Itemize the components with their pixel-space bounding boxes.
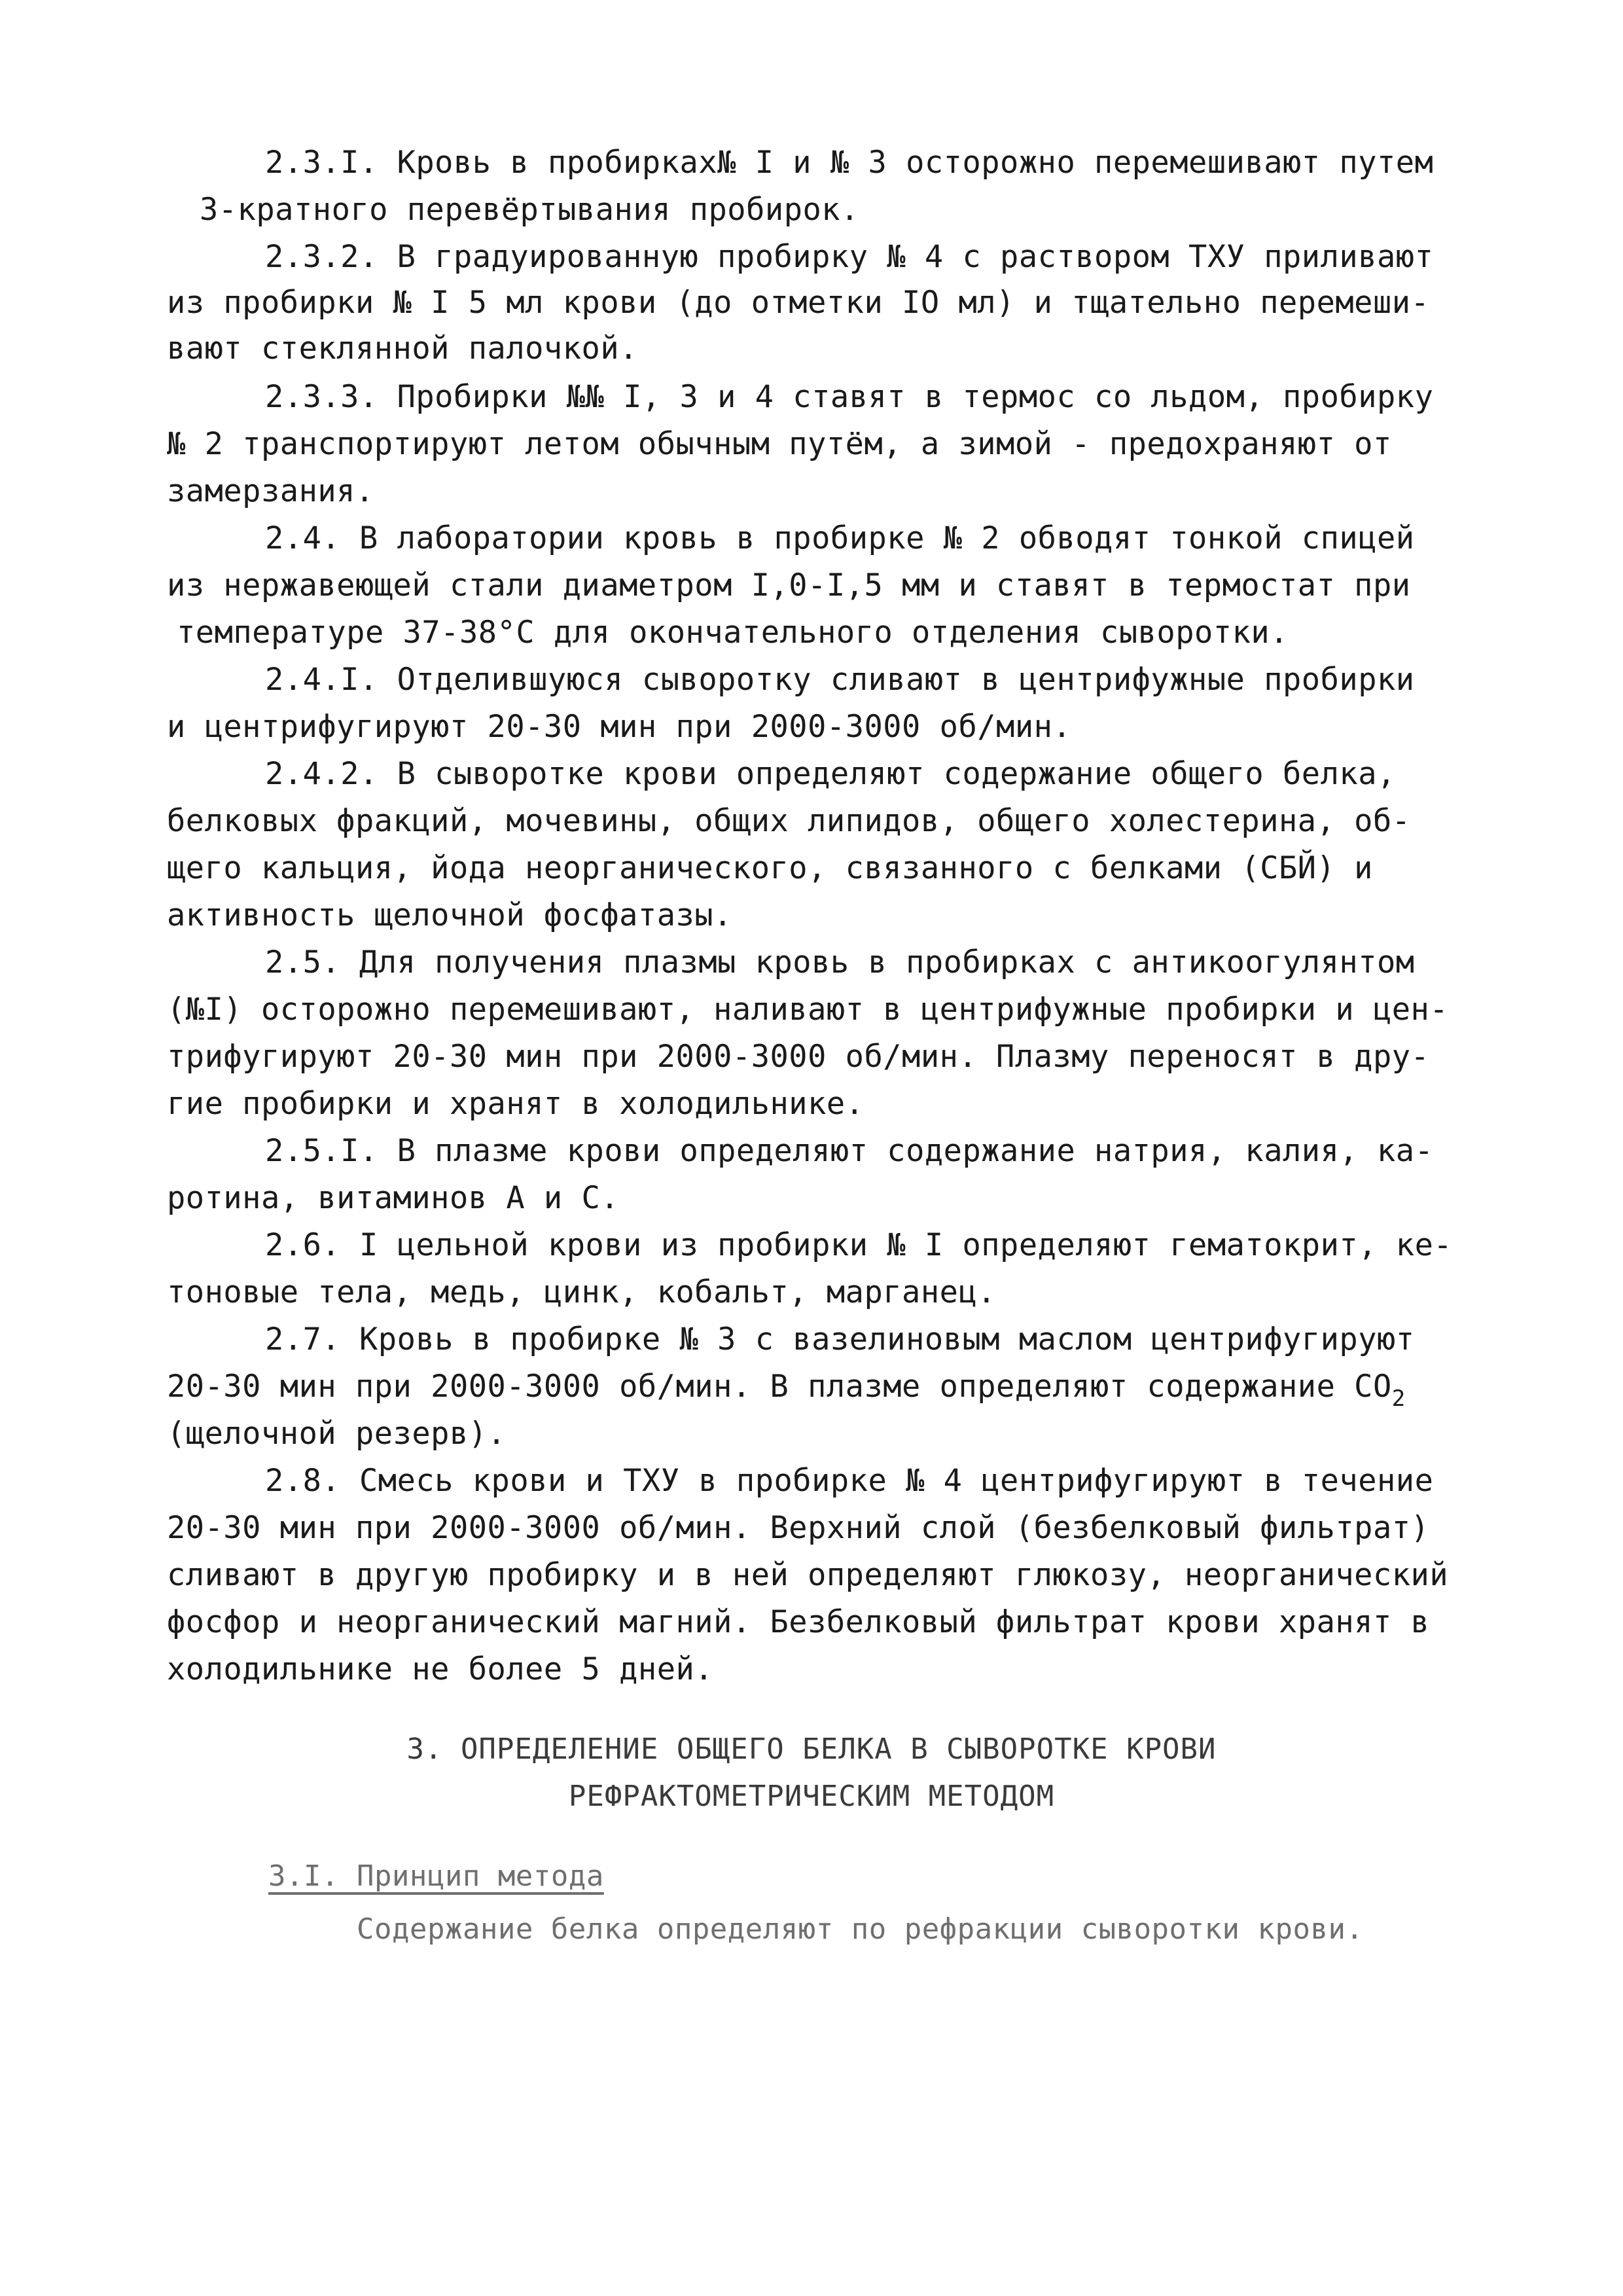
text-line-20: трифугируют 20-30 мин при 2000-3000 об/мин. Плазму переносят в дру-: [167, 1039, 1430, 1075]
text-line-17: активность щелочной фосфатазы.: [167, 897, 732, 933]
text-line-6: 2.3.3. Пробирки №№ I, 3 и 4 ставят в термос со льдом, пробирку: [265, 379, 1434, 415]
text-line-21: гие пробирки и хранят в холодильнике.: [167, 1086, 865, 1122]
text-line-10: из нержавеющей стали диаметром I,0-I,5 мм и ставят в термостат при: [167, 567, 1411, 603]
text-line-14: 2.4.2. В сыворотке крови определяют содержание общего белка,: [265, 756, 1396, 792]
text-line-18: 2.5. Для получения плазмы кровь в пробирках с антикоогулянтом: [265, 944, 1415, 980]
text-line-26: 2.7. Кровь в пробирке № 3 с вазелиновым маслом центрифугируют: [265, 1321, 1415, 1357]
text-line-32: фосфор и неорганический магний. Безбелковый фильтрат крови хранят в: [167, 1604, 1430, 1640]
text-line-5: вают стеклянной палочкой.: [167, 331, 638, 367]
text-line-30: 20-30 мин при 2000-3000 об/мин. Верхний слой (безбелковый фильтрат): [167, 1510, 1430, 1546]
text-line-1: 2.3.I. Кровь в пробирках№ I и № 3 осторожно перемешивают путем: [265, 145, 1434, 181]
text-line-8: замерзания.: [167, 473, 374, 509]
text-line-4: из пробирки № I 5 мл крови (до отметки IO мл) и тщательно перемеши-: [167, 285, 1430, 321]
text-line-28: (щелочной резерв).: [167, 1416, 507, 1452]
text-line-19: (№I) осторожно перемешивают, наливают в центрифужные пробирки и цен-: [167, 992, 1449, 1028]
text-line-23: ротина, витаминов А и С.: [167, 1180, 620, 1216]
text-line-12: 2.4.I. Отделившуюся сыворотку сливают в центрифужные пробирки: [265, 662, 1415, 698]
text-line-2: 3-кратного перевёртывания пробирок.: [200, 192, 859, 228]
text-line-33: холодильнике не более 5 дней.: [167, 1651, 714, 1687]
text-line-22: 2.5.I. В плазме крови определяют содержание натрия, калия, ка-: [265, 1133, 1434, 1169]
text-line-29: 2.8. Смесь крови и ТХУ в пробирке № 4 центрифугируют в течение: [265, 1463, 1434, 1499]
text-line-3: 2.3.2. В градуированную пробирку № 4 с раствором ТХУ приливают: [265, 239, 1434, 275]
section-heading-line-2: РЕФРАКТОМЕТРИЧЕСКИМ МЕТОДОМ: [568, 1780, 1055, 1813]
text-line-27: [167, 1371, 1406, 1410]
text-line-15: белковых фракций, мочевины, общих липидов, общего холестерина, об-: [167, 803, 1411, 839]
text-line-24: 2.6. I цельной крови из пробирки № I определяют гематокрит, ке-: [265, 1227, 1453, 1263]
subsection-text: Содержание белка определяют по рефракции сыворотки крови.: [357, 1912, 1364, 1946]
text-line-9: 2.4. В лаборатории кровь в пробирке № 2 обводят тонкой спицей: [265, 520, 1415, 556]
section-heading-line-1: 3. ОПРЕДЕЛЕНИЕ ОБЩЕГО БЕЛКА В СЫВОРОТКЕ КРОВИ: [406, 1732, 1217, 1766]
text-line-27-main: 20-30 мин при 2000-3000 об/мин. В плазме определяют содержание СО: [167, 1369, 1392, 1405]
text-line-25: тоновые тела, медь, цинк, кобальт, марганец.: [167, 1274, 997, 1310]
text-line-16: щего кальция, йода неорганического, связанного с белками (СБЙ) и: [167, 850, 1373, 886]
text-line-11: температуре 37-38°С для окончательного отделения сыворотки.: [177, 615, 1289, 651]
text-line-31: сливают в другую пробирку и в ней определяют глюкозу, неорганический: [167, 1557, 1449, 1593]
co2-subscript: 2: [1391, 1386, 1406, 1412]
text-line-7: № 2 транспортируют летом обычным путём, а зимой - предохраняют от: [167, 426, 1392, 462]
subsection-title: 3.I. Принцип метода: [268, 1859, 604, 1893]
text-line-13: и центрифугируют 20-30 мин при 2000-3000 об/мин.: [167, 709, 1072, 745]
